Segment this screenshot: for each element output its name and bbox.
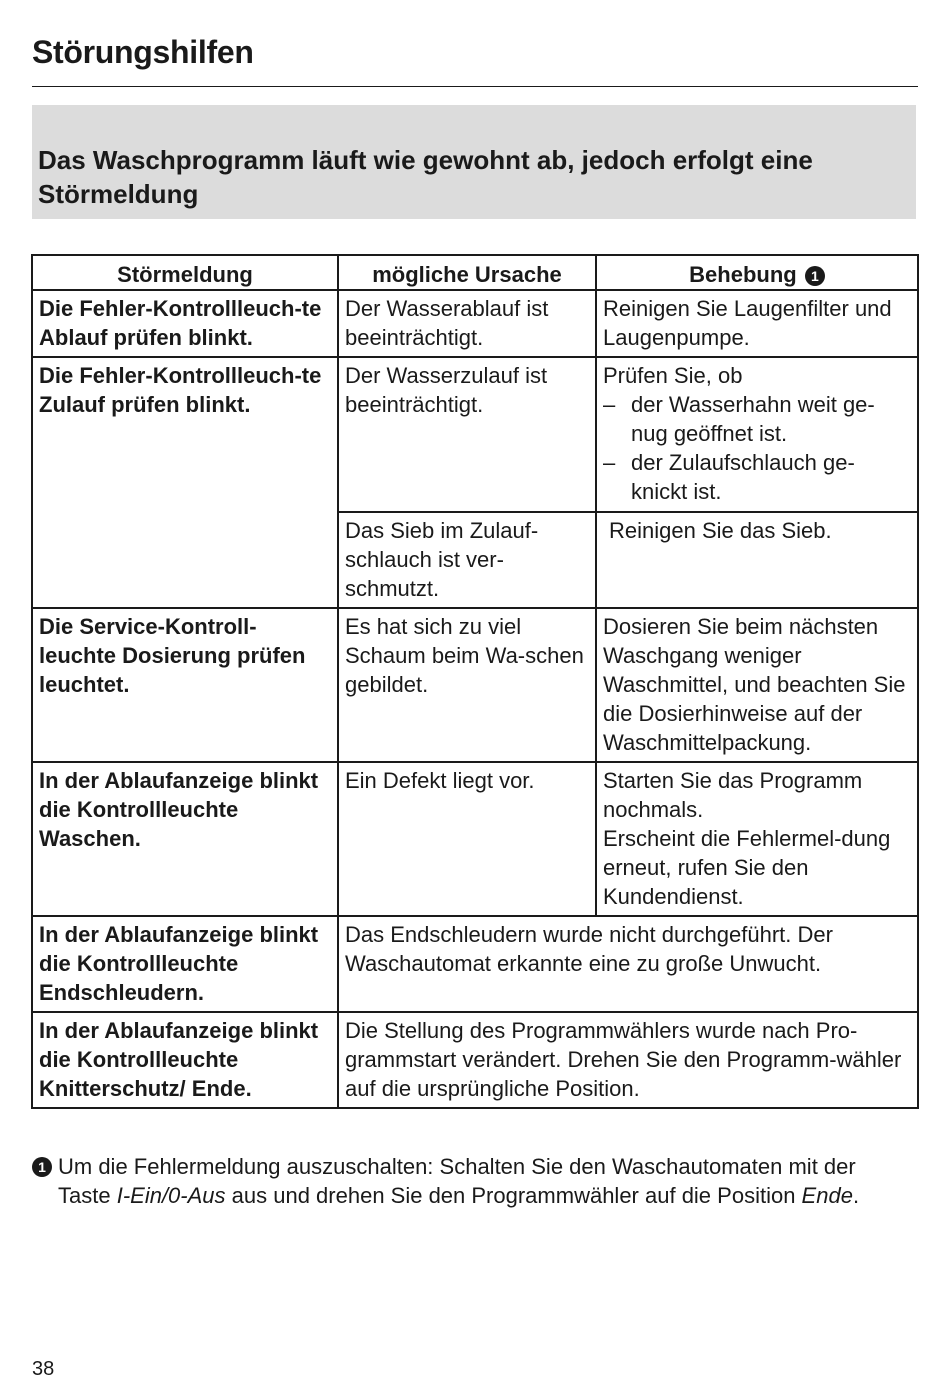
header-cause: mögliche Ursache bbox=[338, 255, 596, 290]
footnote-marker-icon: 1 bbox=[805, 266, 825, 286]
title-divider bbox=[32, 86, 918, 87]
fix-list-text: der Wasserhahn weit ge-nug geöffnet ist. bbox=[631, 392, 875, 446]
fault-message: Die Fehler-Kontrollleuch-te Ablauf prüfen blinkt. bbox=[32, 290, 338, 357]
footnote-marker-icon: 1 bbox=[32, 1157, 52, 1177]
table-row bbox=[32, 290, 918, 357]
key-label: I-Ein/0-Aus bbox=[116, 1183, 226, 1208]
dash-marker: – bbox=[603, 450, 616, 475]
fault-fix: Reinigen Sie Laugenfilter und Laugenpumpe. bbox=[596, 290, 918, 357]
position-label: Ende bbox=[801, 1183, 853, 1208]
header-fix-label: Behebung bbox=[689, 262, 797, 287]
fix-list-item bbox=[603, 448, 911, 506]
fault-message: Die Fehler-Kontrollleuch-te Zulauf prüfen blinkt. bbox=[32, 357, 338, 608]
footnote bbox=[32, 1152, 912, 1210]
fault-fix: Reinigen Sie das Sieb. bbox=[596, 512, 918, 608]
table-row bbox=[32, 357, 918, 512]
fix-intro: Prüfen Sie, ob bbox=[603, 363, 743, 388]
section-heading-box bbox=[32, 105, 916, 219]
fault-message: In der Ablaufanzeige blinkt die Kontrollleuchte Knitterschutz/ Ende. bbox=[32, 1012, 338, 1108]
fix-list-text: der Zulaufschlauch ge-knickt ist. bbox=[631, 450, 855, 504]
fault-message: In der Ablaufanzeige blinkt die Kontrollleuchte Waschen. bbox=[32, 762, 338, 916]
fault-cause: Ein Defekt liegt vor. bbox=[338, 762, 596, 916]
footnote-text-before: Um die Fehlermeldung auszuschalten: Schalten Sie den Waschautomaten mit der Taste bbox=[58, 1154, 856, 1208]
fix-text: Starten Sie das Programm nochmals. bbox=[603, 768, 863, 822]
fix-text-extra: Erscheint die Fehlermel-dung erneut, rufen Sie den Kundendienst. bbox=[603, 826, 891, 909]
section-heading: Das Waschprogramm läuft wie gewohnt ab, jedoch erfolgt eine Störmeldung bbox=[38, 145, 813, 209]
table-row bbox=[32, 608, 918, 762]
page-title: Störungshilfen bbox=[32, 34, 254, 70]
fault-fix bbox=[596, 762, 918, 916]
fault-message: Die Service-Kontroll-leuchte Dosierung prüfen leuchtet. bbox=[32, 608, 338, 762]
footnote-text-middle: aus und drehen Sie den Programmwähler auf die Position bbox=[225, 1183, 802, 1208]
header-message: Störmeldung bbox=[32, 255, 338, 290]
fix-list-item bbox=[603, 390, 911, 448]
fault-fix bbox=[596, 357, 918, 512]
fault-table bbox=[31, 254, 919, 1109]
footnote-text bbox=[58, 1152, 912, 1210]
page-number: 38 bbox=[32, 1358, 55, 1380]
header-fix bbox=[596, 255, 918, 290]
fault-cause: Es hat sich zu viel Schaum beim Wa-schen gebildet. bbox=[338, 608, 596, 762]
table-row bbox=[32, 916, 918, 1012]
fault-cause-fix-merged: Das Endschleudern wurde nicht durchgeführt. Der Waschautomat erkannte eine zu große Unwucht. bbox=[338, 916, 918, 1012]
fault-cause: Der Wasserzulauf ist beeinträchtigt. bbox=[338, 357, 596, 512]
table-row bbox=[32, 762, 918, 916]
fault-cause: Das Sieb im Zulauf-schlauch ist ver-schmutzt. bbox=[338, 512, 596, 608]
fault-cause: Der Wasserablauf ist beeinträchtigt. bbox=[338, 290, 596, 357]
fault-fix: Dosieren Sie beim nächsten Waschgang weniger Waschmittel, und beachten Sie die Dosierhinweise auf der Waschmittelpackung. bbox=[596, 608, 918, 762]
table-row bbox=[32, 1012, 918, 1108]
table-header-row bbox=[32, 255, 918, 290]
dash-marker: – bbox=[603, 392, 616, 417]
fault-cause-fix-merged: Die Stellung des Programmwählers wurde nach Pro-grammstart verändert. Drehen Sie den Programm-wähler auf die ursprüngliche Position. bbox=[338, 1012, 918, 1108]
footnote-text-after: . bbox=[852, 1183, 860, 1208]
fault-message: In der Ablaufanzeige blinkt die Kontrollleuchte Endschleudern. bbox=[32, 916, 338, 1012]
